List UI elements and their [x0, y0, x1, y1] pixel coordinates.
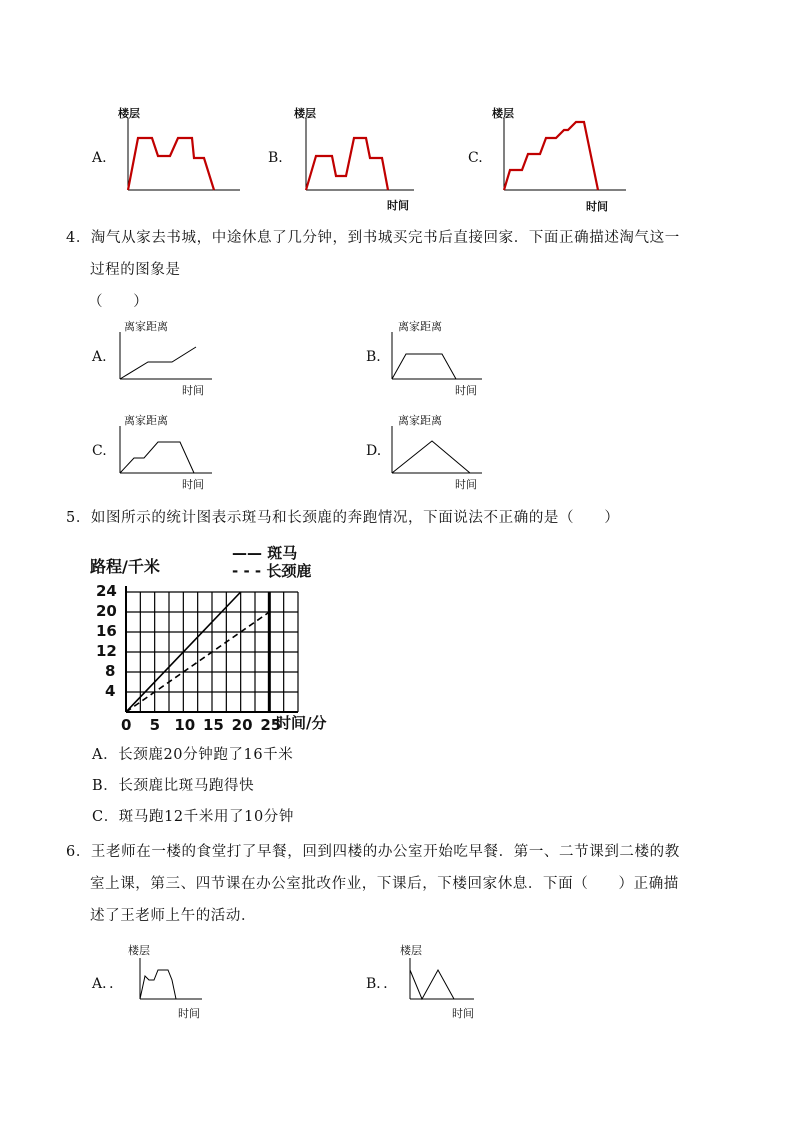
- x-tick-label: 0: [121, 716, 132, 734]
- question-4-text: [66, 222, 766, 318]
- y-axis-label: 楼层: [294, 107, 316, 120]
- y-tick-label: 8: [105, 662, 116, 680]
- y-axis-label: 楼层: [400, 944, 422, 957]
- q5-options: [92, 740, 692, 833]
- q5-chart: [90, 540, 350, 740]
- y-tick-label: 16: [96, 622, 117, 640]
- q5-option-a[interactable]: A．长颈鹿20分钟跑了16千米: [92, 747, 294, 763]
- q3-graph-c: [494, 118, 634, 198]
- x-tick-label: 15: [203, 716, 224, 734]
- option-letter: C.: [468, 150, 483, 166]
- y-axis-label: 楼层: [118, 107, 140, 120]
- option-letter: B.: [366, 349, 381, 365]
- question-6-line2: 室上课，第三、四节课在办公室批改作业，下课后，下楼回家休息．下面（ ）正确描: [90, 876, 679, 892]
- x-axis-label: 时间: [178, 1007, 200, 1020]
- legend-zebra: —— 斑马: [232, 544, 298, 562]
- q4-graph-b: [392, 332, 487, 382]
- question-4-line1: 4．淘气从家去书城，中途休息了几分钟，到书城买完书后直接回家．下面正确描述淘气这一: [66, 230, 680, 246]
- chart-x-label: 时间/分: [276, 714, 327, 732]
- y-axis-label: 楼层: [492, 107, 514, 120]
- q5-option-b[interactable]: B．长颈鹿比斑马跑得快: [92, 778, 255, 794]
- y-tick-label: 4: [105, 682, 116, 700]
- q4-graph-c: [120, 426, 215, 476]
- option-letter: A．．: [92, 976, 124, 992]
- x-axis-label: 时间: [452, 1007, 474, 1020]
- q4-graph-a: [120, 332, 215, 382]
- option-letter: A.: [92, 349, 107, 365]
- y-axis-label: 离家距离: [124, 414, 168, 427]
- question-4-line2: 过程的图象是: [90, 262, 181, 278]
- x-tick-label: 20: [231, 716, 253, 734]
- q5-option-c[interactable]: C．斑马跑12千米用了10分钟: [92, 809, 294, 825]
- question-6-line3: 述了王老师上午的活动．: [90, 908, 257, 924]
- question-6-text: [66, 836, 776, 932]
- q3-graph-a: [118, 118, 243, 198]
- x-axis-label: 时间: [182, 384, 204, 397]
- q6-graph-b: [410, 958, 480, 1003]
- option-letter: B.: [268, 150, 283, 166]
- answer-paren: （ ）: [88, 294, 149, 310]
- option-letter: A.: [92, 150, 107, 166]
- question-6-line1: 6．王老师在一楼的食堂打了早餐，回到四楼的办公室开始吃早餐．第一、二节课到二楼的教: [66, 844, 680, 860]
- option-letter: D.: [366, 443, 382, 459]
- y-tick-label: 20: [96, 602, 117, 620]
- x-tick-label: 5: [149, 716, 161, 734]
- x-axis-label: 时间: [455, 478, 477, 491]
- chart-y-label: 路程/千米: [90, 557, 160, 576]
- x-axis-label: 时间: [455, 384, 477, 397]
- question-5-text: 5．如图所示的统计图表示斑马和长颈鹿的奔跑情况，下面说法不正确的是（ ）: [66, 510, 620, 526]
- q4-graph-d: [392, 426, 487, 476]
- y-tick-label: 12: [96, 642, 117, 660]
- option-letter: B．．: [366, 976, 398, 992]
- x-axis-label: 时间: [182, 478, 204, 491]
- y-axis-label: 离家距离: [398, 414, 442, 427]
- y-axis-label: 离家距离: [398, 320, 442, 333]
- x-tick-label: 10: [174, 716, 196, 734]
- x-axis-label: 时间: [387, 199, 409, 212]
- q5-chart-svg: [90, 540, 350, 740]
- y-axis-label: 楼层: [128, 944, 150, 957]
- y-tick-label: 24: [96, 582, 117, 600]
- q3-graph-b: [296, 118, 421, 198]
- q6-graph-a: [140, 958, 210, 1003]
- y-axis-label: 离家距离: [124, 320, 168, 333]
- x-tick-label: 25: [260, 716, 282, 734]
- option-letter: C.: [92, 443, 107, 459]
- x-axis-label: 时间: [586, 200, 608, 213]
- legend-giraffe: - - - 长颈鹿: [232, 562, 312, 580]
